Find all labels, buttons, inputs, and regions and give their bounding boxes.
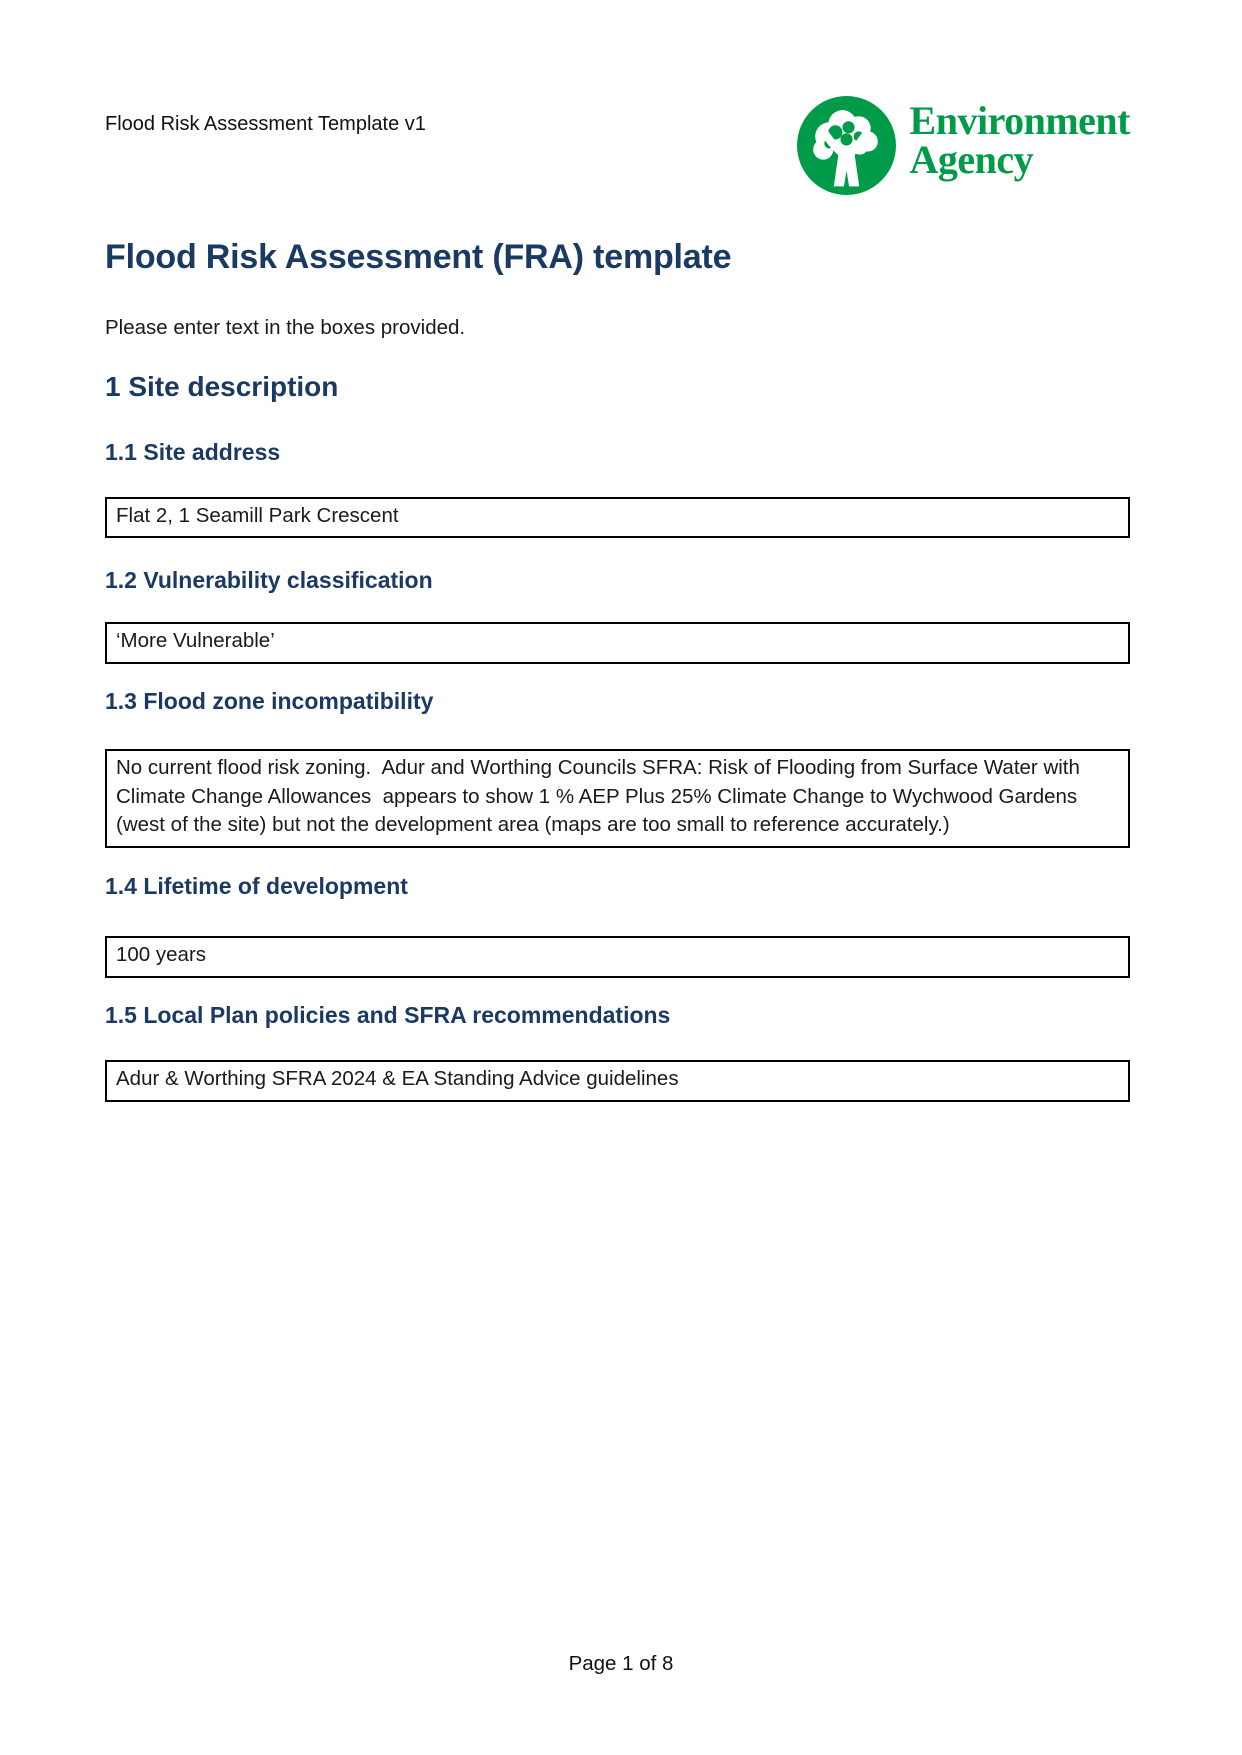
local-plan-policies-input-box[interactable]: Adur & Worthing SFRA 2024 & EA Standing Advice guidelines [105, 1060, 1130, 1102]
section-heading-site-description: 1 Site description [105, 370, 339, 402]
lifetime-of-development-input-box[interactable]: 100 years [105, 936, 1130, 978]
ea-logo-word-environment: Environment [909, 98, 1130, 143]
site-address-input-box[interactable]: Flat 2, 1 Seamill Park Crescent [105, 497, 1130, 539]
ea-tree-person-icon [796, 95, 897, 196]
environment-agency-logo [796, 95, 1130, 196]
page-number-indicator: Page 1 of 8 [568, 1652, 674, 1675]
subsection-heading-flood-zone-incompatibility: 1.3 Flood zone incompatibility [105, 688, 434, 715]
page-title: Flood Risk Assessment (FRA) template [105, 238, 732, 276]
document-header [105, 95, 1130, 200]
flood-zone-incompatibility-input-box[interactable]: No current flood risk zoning. Adur and Worthing Councils SFRA: Risk of Flooding from Surface Water with Climate Change Allowances appears to show 1 % AEP Plus 25% Climate Change to Wychwood Gardens (west of the site) but not the development area (maps are too small to reference accurately.) [105, 749, 1130, 848]
vulnerability-classification-input-box[interactable]: ‘More Vulnerable’ [105, 622, 1130, 664]
subsection-heading-local-plan-policies: 1.5 Local Plan policies and SFRA recommendations [105, 1001, 671, 1028]
subsection-heading-site-address: 1.1 Site address [105, 438, 281, 465]
intro-instruction-text: Please enter text in the boxes provided. [105, 316, 466, 339]
subsection-heading-lifetime-of-development: 1.4 Lifetime of development [105, 873, 408, 900]
template-version-label: Flood Risk Assessment Template v1 [105, 113, 426, 135]
ea-logo-wordmark [909, 98, 1130, 183]
ea-logo-word-agency: Agency [909, 137, 1034, 183]
subsection-heading-vulnerability-classification: 1.2 Vulnerability classification [105, 567, 433, 594]
